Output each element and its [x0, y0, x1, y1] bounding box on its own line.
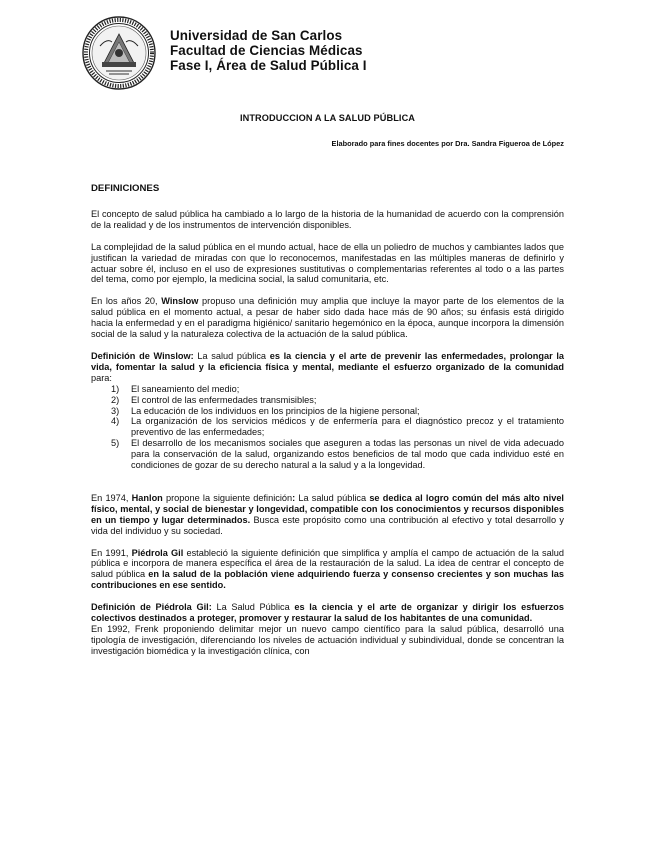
university-seal-logo	[82, 16, 156, 90]
paragraph-hanlon	[91, 493, 564, 537]
bold-span: es la ciencia y el arte de organizar y dirigir los esfuerzos colectivos destinados a proteger, promover y restaurar la salud de los habitantes de una comunidad.	[91, 602, 564, 624]
bold-span: se dedica al logro común del más alto nivel físico, mental, y social de bienestar y longevidad, compatible con los conocimientos y recursos disponibles en un tiempo y lugar determinados.	[91, 492, 564, 525]
paragraph-frenk: En 1992, Frenk proponiendo delimitar mejor un nuevo campo científico para la salud pública, desarrolló una tipología de investigación, diferenciando los niveles de actuación individual y subindividual, donde se concentran la investigación biomédica y la investigación clínica, con	[91, 624, 564, 656]
list-item	[111, 395, 564, 406]
paragraph-winslow-intro	[91, 296, 564, 340]
bold-span: Piédrola Gil	[131, 547, 184, 558]
list-text: El saneamiento del medio;	[131, 383, 240, 394]
paragraph-complexity: La complejidad de la salud pública en el mundo actual, hace de ella un poliedro de muchos y cambiantes lados que justifican la variedad de miradas con que lo reconocemos, manifestadas en las múltiples maneras de definirlo y actuar sobre él, incluso en el uso de expresiones sustitutivas o complementarias referentes al todo o a las partes del tema, como por ejemplo, la medicina social, la salud comunitaria, etc.	[91, 241, 564, 285]
list-text: El desarrollo de los mecanismos sociales que aseguren a todas las personas un nivel de vida adecuado para la conservación de la salud, organizando estos beneficios de tal modo que cada individuo esté en condiciones de gozar de su derecho natural a la salud y a la longevidad.	[131, 438, 564, 471]
bold-span: es la ciencia y el arte de prevenir las enfermedades, prolongar la vida, fomentar la salud y la eficiencia física y mental, mediante el esfuerzo organizado de la comunidad	[91, 350, 564, 372]
definition-label: Definición de Piédrola Gil:	[91, 602, 212, 613]
list-item	[111, 438, 564, 471]
list-item	[111, 384, 564, 395]
university-name: Universidad de San Carlos	[170, 28, 343, 43]
list-number: 2)	[111, 394, 120, 405]
paragraph-winslow-definition	[91, 351, 564, 384]
institution-header	[170, 28, 367, 73]
text-span: En 1974,	[91, 492, 132, 503]
list-number: 1)	[111, 383, 120, 394]
text-span: propuso una definición muy amplia que incluye la mayor parte de los elementos de la salud pública en el momento actual, a pesar de haber sido dada hace más de 90 años; su énfasis está dirigido hacia la enfermedad y en el paradigma higiénico/ sanitario hegemónico en la época, aunque incorpora la dimensión social de la salud y la naturaleza colectiva de la actuación de la salud pública.	[91, 296, 565, 340]
text-span: La salud pública	[193, 350, 270, 361]
text-span: La Salud Pública	[211, 602, 295, 613]
list-number: 4)	[111, 416, 120, 427]
section-heading: DEFINICIONES	[91, 183, 160, 194]
text-span: En 1991,	[91, 547, 132, 558]
author-line: Elaborado para fines docentes por Dra. Sandra Figueroa de López	[331, 139, 564, 148]
list-text: El control de las enfermedades transmisibles;	[131, 394, 317, 405]
list-item	[111, 406, 564, 417]
list-text: La organización de los servicios médicos y de enfermería para el diagnóstico precoz y el tratamiento preventivo de las enfermedades;	[131, 416, 564, 438]
definition-label: Definición de Winslow:	[91, 350, 194, 361]
phase-name: Fase I, Área de Salud Pública I	[170, 58, 367, 73]
text-span: propone la siguiente definición	[162, 492, 293, 503]
text-span: Busca este propósito como una contribución al efectivo y total desarrollo y vida del individuo y su sociedad.	[91, 514, 564, 536]
bold-span: en la salud de la población viene adquiriendo fuerza y consenso crecientes y son muchas las contribuciones en ese sentido.	[91, 569, 564, 591]
document-title: INTRODUCCION A LA SALUD PÚBLICA	[239, 113, 416, 123]
bold-span: Winslow	[161, 296, 199, 307]
list-text: La educación de los individuos en los principios de la higiene personal;	[131, 405, 420, 416]
bold-span: Hanlon	[131, 492, 163, 503]
list-item	[111, 416, 564, 438]
winslow-list	[111, 384, 564, 471]
list-number: 5)	[111, 438, 120, 449]
text-span: La salud pública	[295, 492, 370, 503]
text-span: estableció la siguiente definición que simplifica y amplía el campo de actuación de la salud pública e incorpora de manera específica el área de la restauración de la salud. La idea de centrar el concepto de salud pública	[91, 547, 564, 580]
text-span: En los años 20,	[91, 296, 162, 307]
paragraph-piedrola	[91, 548, 564, 592]
paragraph-piedrola-definition	[91, 602, 564, 624]
text-span: para:	[91, 372, 112, 383]
bold-span: :	[292, 492, 296, 503]
paragraph-concept: El concepto de salud pública ha cambiado a lo largo de la historia de la humanidad de acuerdo con la comprensión de la realidad y de los instrumentos de intervención disponibles.	[91, 208, 564, 230]
faculty-name: Facultad de Ciencias Médicas	[170, 43, 363, 58]
list-number: 3)	[111, 405, 120, 416]
document-body	[91, 184, 564, 657]
